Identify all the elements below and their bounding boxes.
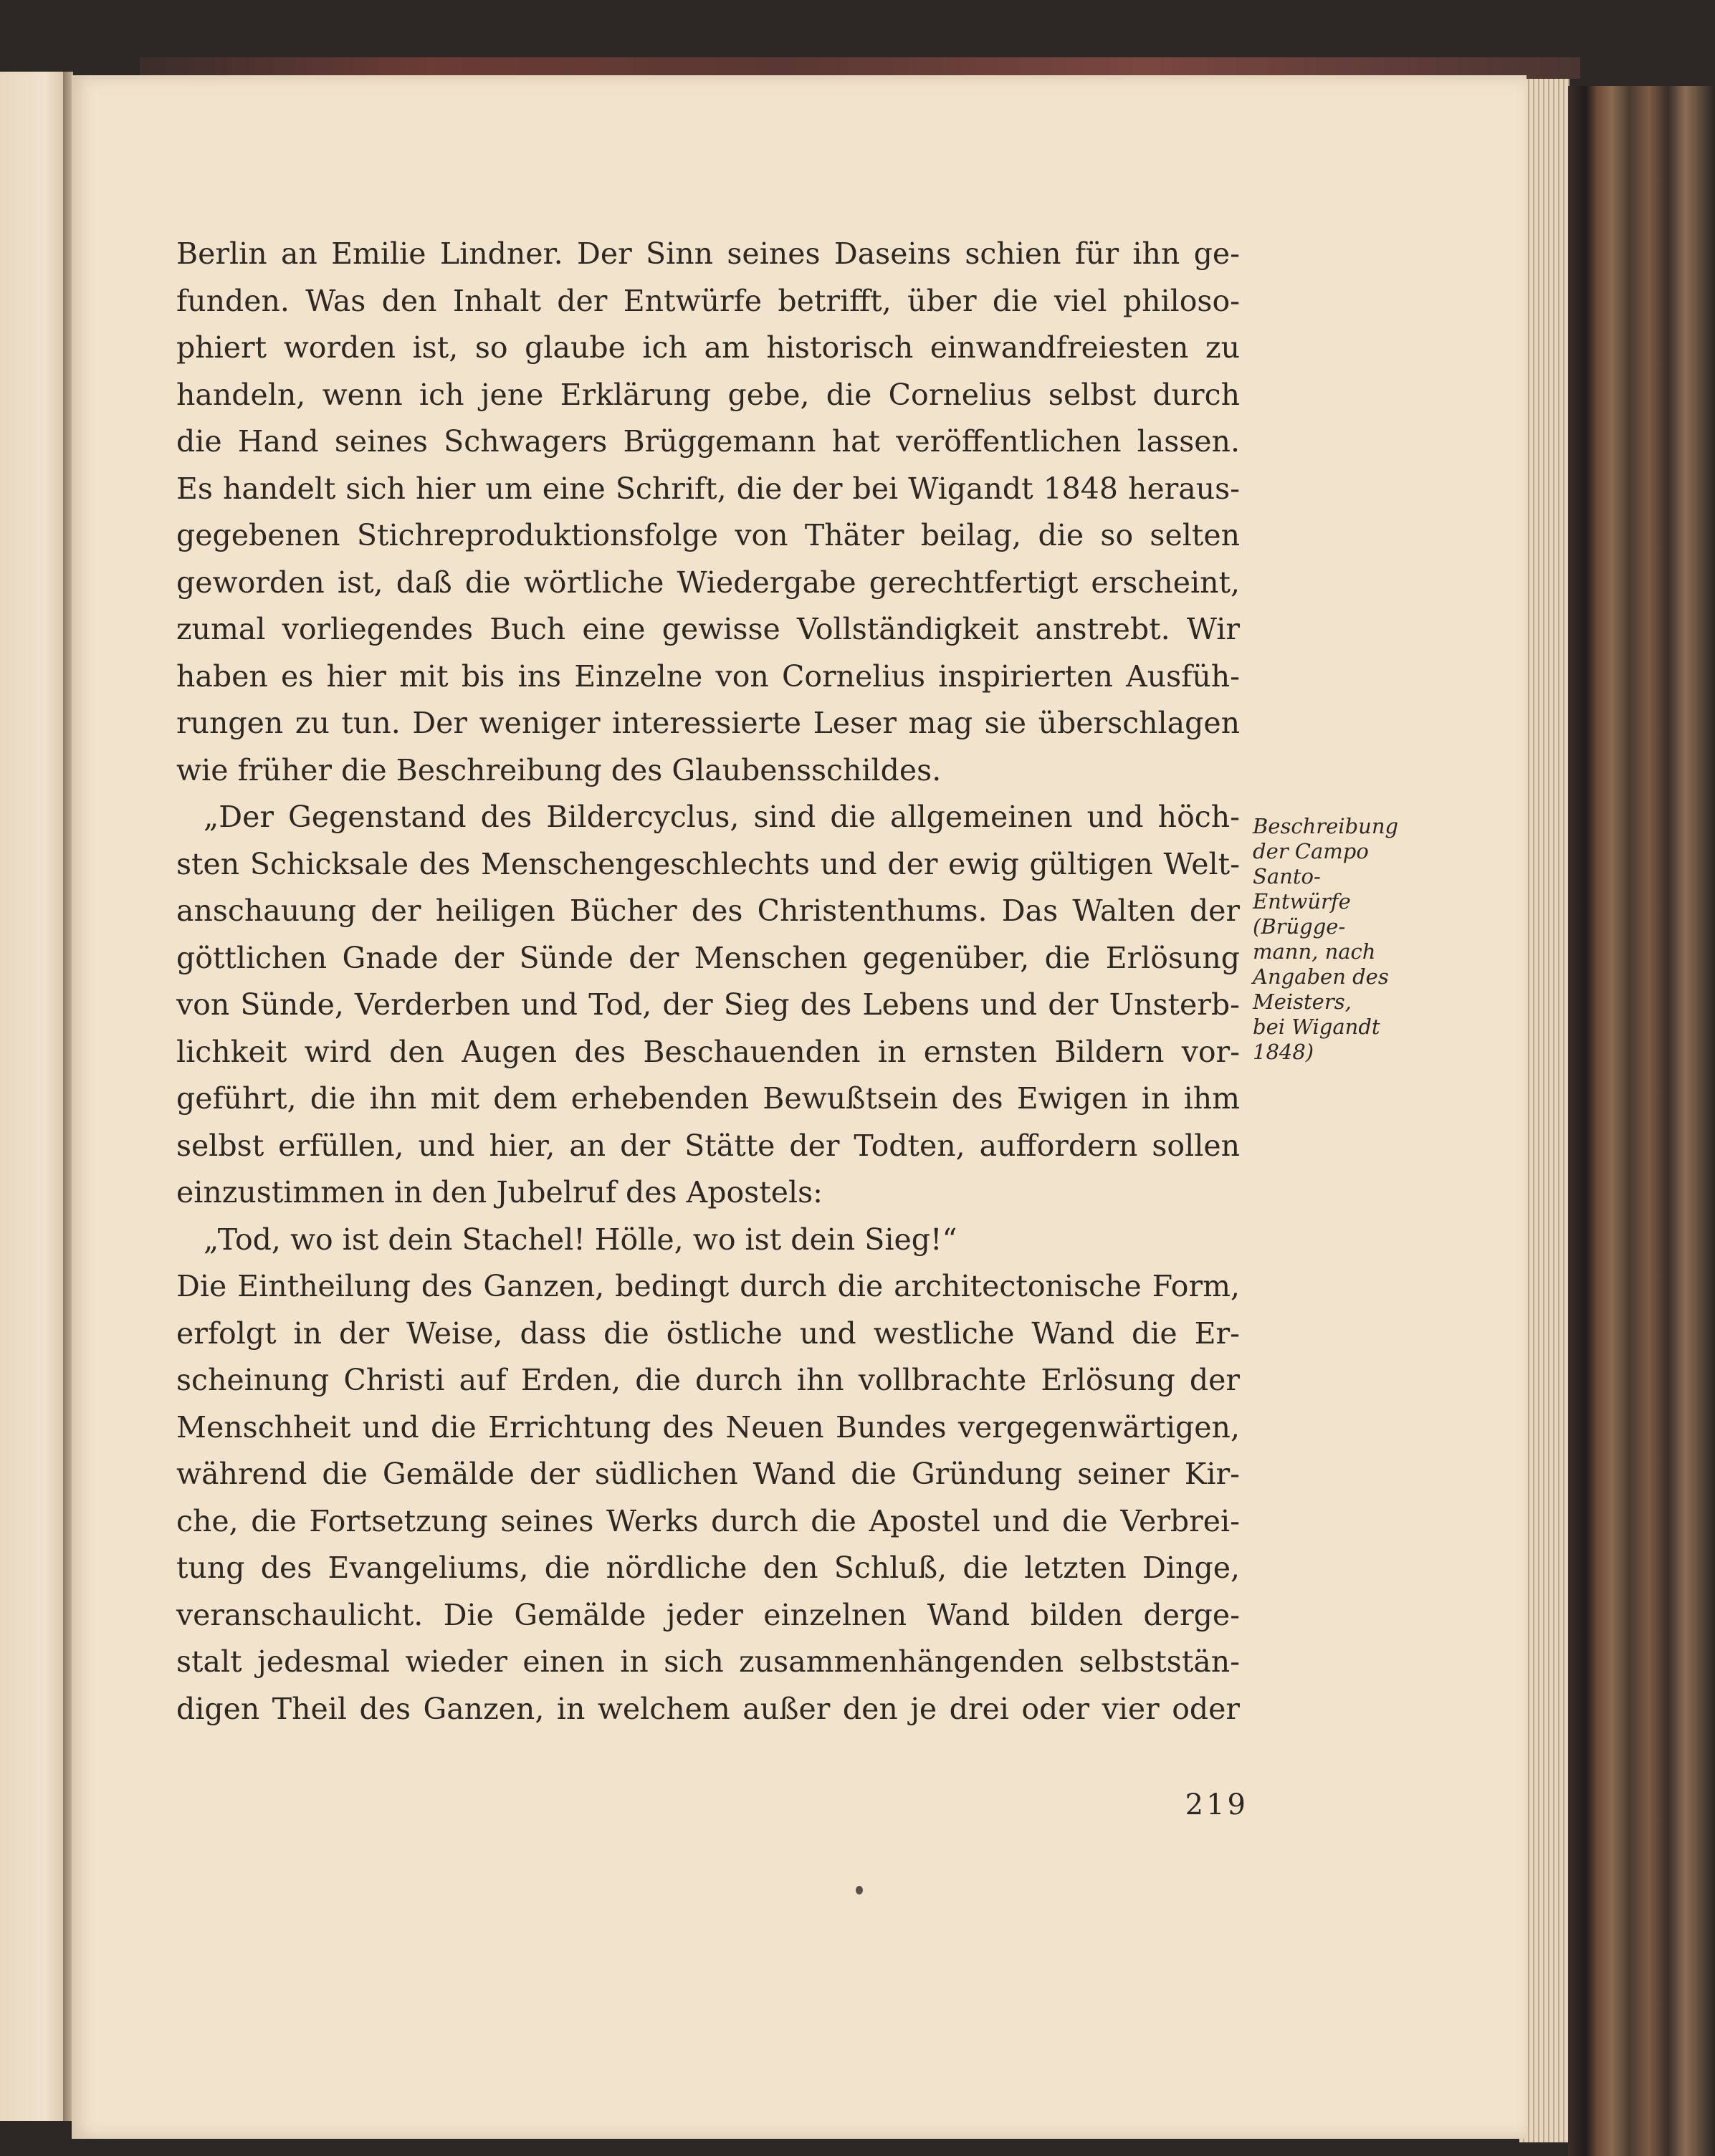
text-line: haben es hier mit bis ins Einzelne von Cornelius inspirierten Ausfüh- bbox=[176, 658, 1240, 694]
text-line: tung des Evangeliums, die nördliche den Schluß, die letzten Dinge, bbox=[176, 1551, 1240, 1585]
text-line: anschauung der heiligen Bücher des Christenthums. Das Walten der bbox=[176, 893, 1240, 928]
text-line: che, die Fortsetzung seines Werks durch die Apostel und die Verbrei- bbox=[176, 1503, 1240, 1538]
text-line: während die Gemälde der südlichen Wand die Gründung seiner Kir- bbox=[176, 1457, 1240, 1491]
text-line: geworden ist, daß die wörtliche Wiedergabe gerechtfertigt erscheint, bbox=[176, 565, 1240, 600]
text-line: von Sünde, Verderben und Tod, der Sieg des Lebens und der Unsterb- bbox=[176, 987, 1240, 1022]
margin-note-line: Entwürfe bbox=[1253, 889, 1351, 914]
margin-note-line: der Campo bbox=[1253, 839, 1369, 863]
text-line: handeln, wenn ich jene Erklärung gebe, die Cornelius selbst durch bbox=[176, 377, 1240, 412]
text-line: sten Schicksale des Menschengeschlechts und der ewig gültigen Welt- bbox=[176, 846, 1240, 881]
text-line: Die Eintheilung des Ganzen, bedingt durch die architectonische Form, bbox=[176, 1269, 1240, 1303]
page-stack-edges bbox=[1519, 79, 1570, 2142]
text-line: Menschheit und die Errichtung des Neuen Bundes vergegenwärtigen, bbox=[176, 1409, 1240, 1444]
text-line: Berlin an Emilie Lindner. Der Sinn seines Daseins schien für ihn ge- bbox=[176, 236, 1240, 271]
text-line: veranschaulicht. Die Gemälde jeder einzelnen Wand bilden derge- bbox=[176, 1597, 1240, 1632]
margin-note-line: Santo- bbox=[1253, 864, 1321, 888]
text-line: „Tod, wo ist dein Stachel! Hölle, wo ist dein Sieg!“ bbox=[204, 1222, 957, 1257]
text-line: zumal vorliegendes Buch eine gewisse Vollständigkeit anstrebt. Wir bbox=[176, 612, 1240, 646]
text-line: geführt, die ihn mit dem erhebenden Bewußtsein des Ewigen in ihm bbox=[176, 1081, 1240, 1116]
body-text bbox=[176, 231, 1240, 1733]
text-line: wie früher die Beschreibung des Glaubensschildes. bbox=[176, 752, 942, 787]
page-number: 219 bbox=[1185, 1788, 1248, 1821]
text-line: göttlichen Gnade der Sünde der Menschen gegenüber, die Erlösung bbox=[176, 940, 1240, 975]
margin-note-line: Meisters, bbox=[1253, 990, 1352, 1014]
margin-note-line: (Brügge- bbox=[1253, 914, 1346, 939]
marbled-cover-edge bbox=[1568, 86, 1715, 2156]
text-line: die Hand seines Schwagers Brüggemann hat veröffentlichen lassen. bbox=[176, 424, 1240, 459]
facing-page-edge bbox=[0, 72, 65, 2121]
text-line: Es handelt sich hier um eine Schrift, die der bei Wigandt 1848 heraus- bbox=[176, 471, 1240, 506]
text-line: scheinung Christi auf Erden, die durch ihn vollbrachte Erlösung der bbox=[176, 1363, 1240, 1397]
text-line: einzustimmen in den Jubelruf des Apostels: bbox=[176, 1175, 823, 1209]
text-line: phiert worden ist, so glaube ich am historisch einwandfreiesten zu bbox=[176, 330, 1240, 365]
margin-note-line: Beschreibung bbox=[1253, 814, 1399, 838]
text-line: „Der Gegenstand des Bildercyclus, sind die allgemeinen und höch- bbox=[204, 800, 1240, 834]
text-line: erfolgt in der Weise, dass die östliche und westliche Wand die Er- bbox=[176, 1316, 1240, 1351]
text-line: lichkeit wird den Augen des Beschauenden in ernsten Bildern vor- bbox=[176, 1034, 1240, 1069]
margin-note-line: Angaben des bbox=[1253, 964, 1389, 989]
ink-speck bbox=[856, 1886, 863, 1894]
margin-note-line: mann, nach bbox=[1253, 939, 1376, 964]
text-line: gegebenen Stichreproduktionsfolge von Thäter beilag, die so selten bbox=[176, 518, 1240, 552]
margin-note-line: bei Wigandt bbox=[1253, 1015, 1380, 1039]
text-line: digen Theil des Ganzen, in welchem außer den je drei oder vier oder bbox=[176, 1691, 1240, 1726]
margin-note-line: 1848) bbox=[1253, 1040, 1314, 1064]
text-line: rungen zu tun. Der weniger interessierte Leser mag sie überschlagen bbox=[176, 706, 1240, 740]
text-line: funden. Was den Inhalt der Entwürfe betrifft, über die viel philoso- bbox=[176, 283, 1240, 318]
text-line: stalt jedesmal wieder einen in sich zusammenhängenden selbststän- bbox=[176, 1644, 1240, 1679]
margin-note bbox=[1253, 814, 1439, 1065]
text-line: selbst erfüllen, und hier, an der Stätte der Todten, auffordern sollen bbox=[176, 1128, 1240, 1163]
